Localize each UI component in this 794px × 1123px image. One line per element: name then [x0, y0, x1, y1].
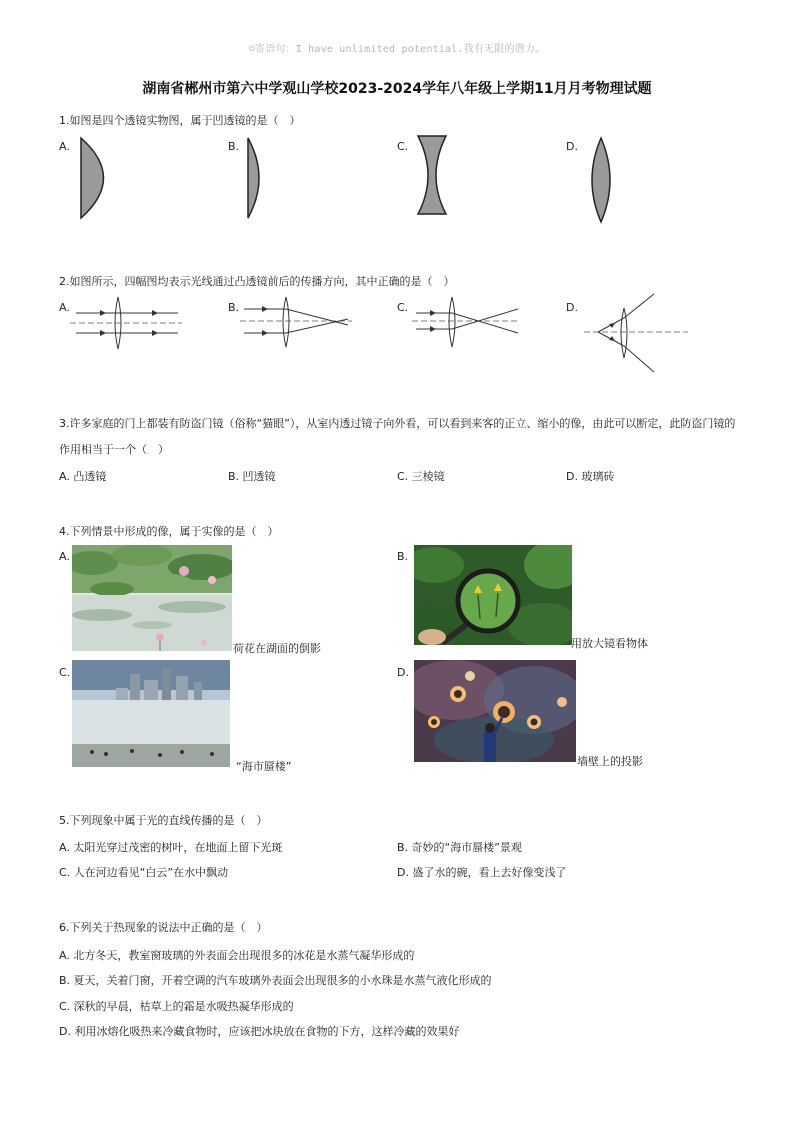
q5-option-b[interactable]: B. 奇妙的“海市蜃楼”景观 [397, 841, 522, 854]
plano-convex-thin-lens-icon [244, 136, 266, 220]
q5-option-a[interactable]: A. 太阳光穿过茂密的树叶，在地面上留下光斑 [59, 841, 283, 854]
q5-option-c[interactable]: C. 人在河边看见“白云”在水中飘动 [59, 866, 229, 879]
plano-convex-lens-icon [76, 136, 110, 220]
question-1-text: 1.如图是四个透镜实物图，属于凹透镜的是（ ） [59, 114, 301, 127]
question-3-text: 3.许多家庭的门上都装有防盗门镜（俗称“猫眼”），从室内透过镜子向外看，可以看到来客的正立、缩小的像，由此可以断定，此防盗门镜的作用相当于一个（ ） [59, 417, 736, 456]
magnifier-photo [414, 545, 572, 645]
ray-diagram-d [580, 290, 692, 376]
q6-option-c[interactable]: C. 深秋的早晨，枯草上的霜是水吸热凝华形成的 [59, 1000, 294, 1013]
q4-caption-c: “海市蜃楼” [236, 760, 292, 773]
question-5-text: 5.下列现象中属于光的直线传播的是（ ） [59, 814, 268, 827]
q3-option-b[interactable]: B. 凹透镜 [228, 470, 276, 483]
q3-option-a[interactable]: A. 凸透镜 [59, 470, 107, 483]
q4-label-b: B. [397, 550, 409, 563]
q2-label-c: C. [397, 301, 409, 314]
biconcave-lens-icon [414, 134, 450, 218]
question-2-text: 2.如图所示，四幅图均表示光线通过凸透镜前后的传播方向，其中正确的是（ ） [59, 275, 455, 288]
q1-label-c: C. [397, 140, 409, 153]
q6-option-a[interactable]: A. 北方冬天，教室窗玻璃的外表面会出现很多的冰花是水蒸气凝华形成的 [59, 949, 415, 962]
ray-diagram-c [412, 293, 524, 355]
ray-diagram-a [70, 293, 185, 355]
q5-option-d[interactable]: D. 盛了水的碗，看上去好像变浅了 [397, 866, 567, 879]
q4-caption-d: 墙壁上的投影 [577, 755, 643, 768]
lotus-pond-photo [72, 545, 232, 651]
biconvex-lens-icon [586, 136, 616, 226]
q1-label-a: A. [59, 140, 70, 153]
q3-option-d[interactable]: D. 玻璃砖 [566, 470, 615, 483]
page-title: 湖南省郴州市第六中学观山学校2023-2024学年八年级上学期11月月考物理试题 [142, 81, 652, 97]
q4-label-a: A. [59, 550, 70, 563]
ray-diagram-b [240, 293, 355, 355]
q6-option-d[interactable]: D. 利用冰熔化吸热来冷藏食物时，应该把冰块放在食物的下方，这样冷藏的效果好 [59, 1025, 460, 1038]
q4-caption-b: 用放大镜看物体 [571, 637, 648, 650]
q3-option-c[interactable]: C. 三棱镜 [397, 470, 445, 483]
q2-label-a: A. [59, 301, 70, 314]
wall-projection-photo [414, 660, 576, 762]
watermark: ☺寄语句：I have unlimited potential.我有无限的潜力。 [248, 44, 546, 55]
q1-label-d: D. [566, 140, 578, 153]
question-6-text: 6.下列关于热现象的说法中正确的是（ ） [59, 921, 268, 934]
q4-label-d: D. [397, 666, 409, 679]
q2-label-b: B. [228, 301, 240, 314]
q1-label-b: B. [228, 140, 240, 153]
question-4-text: 4.下列情景中形成的像，属于实像的是（ ） [59, 525, 279, 538]
q2-label-d: D. [566, 301, 578, 314]
q4-caption-a: 荷花在湖面的倒影 [233, 642, 321, 655]
mirage-city-photo [72, 660, 230, 767]
q6-option-b[interactable]: B. 夏天，关着门窗，开着空调的汽车玻璃外表面会出现很多的小水珠是水蒸气液化形成的 [59, 974, 492, 987]
q4-label-c: C. [59, 666, 71, 679]
